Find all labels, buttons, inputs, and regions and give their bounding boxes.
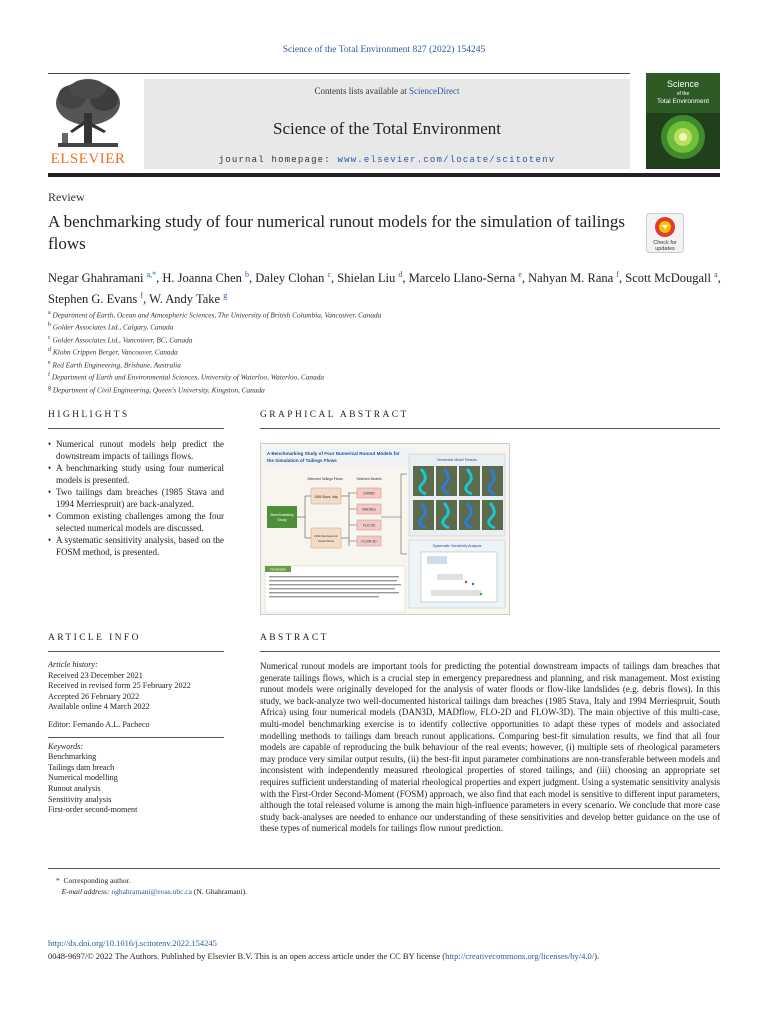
article-history [48, 660, 224, 731]
author-separator: , [619, 271, 626, 286]
check-for-updates-icon[interactable] [646, 213, 684, 253]
author-affiliation-mark[interactable]: c [327, 270, 332, 279]
affiliation-key: b [48, 322, 51, 329]
graphical-abstract-heading: GRAPHICAL ABSTRACT [260, 410, 409, 420]
graphical-abstract-rule [260, 428, 720, 429]
license-prefix: 0048-9697/© 2022 The Authors. Published by Elsevier B.V. This is an open access article under the CC BY license ( [48, 951, 446, 961]
elsevier-wordmark: ELSEVIER [50, 151, 126, 167]
affiliation-item [48, 320, 728, 332]
affiliation-key: e [48, 359, 51, 366]
ga-benchmarking-label: Benchmarking [270, 513, 294, 517]
footnote-area [48, 868, 720, 897]
highlight-item: • A systematic sensitivity analysis, based on the FOSM method, is presented. [48, 534, 224, 558]
highlight-item: • Common existing challenges among the four selected numerical models are discussed. [48, 510, 224, 534]
keyword-item[interactable]: First-order second-moment [48, 805, 138, 815]
author-name[interactable]: Nahyan M. Rana [528, 271, 614, 286]
author-affiliation-mark[interactable]: d [398, 270, 403, 279]
ga-model-label: DAN3D [363, 491, 375, 496]
highlights-list [48, 438, 224, 558]
highlight-item: • A benchmarking study using four numerical models is presented. [48, 462, 224, 486]
section-type: Review [48, 190, 85, 204]
ga-flow2: 1994 Merriespruit, [313, 534, 339, 538]
affiliation-text: Klohn Crippen Berger, Vancouver, Canada [52, 347, 178, 357]
abstract-rule [260, 651, 720, 652]
ga-title-line2: the Simulation of Tailings Flows [267, 458, 337, 463]
check-updates-line1: Check for [653, 240, 677, 246]
author-name[interactable]: Daley Clohan [255, 271, 325, 286]
affiliation-text: Golder Associates Ltd., Vancouver, BC, Canada [52, 335, 193, 345]
graphical-abstract-image[interactable] [260, 443, 510, 615]
footnote-rule [48, 868, 720, 869]
article-history-list [48, 671, 224, 713]
keywords [48, 742, 224, 816]
affiliation-text: Department of Earth and Environmental Sciences, University of Waterloo, Waterloo, Canada [51, 372, 325, 382]
corresponding-footnote [56, 875, 720, 886]
ga-model-label: FLOW-3D [361, 539, 377, 544]
abstract-section [260, 633, 720, 835]
ga-sensitivity-label: Systematic Sensitivity Analysis [432, 544, 482, 548]
keywords-list [48, 752, 224, 816]
highlights-heading: HIGHLIGHTS [48, 410, 130, 420]
homepage-line [144, 155, 630, 165]
author-name[interactable]: Scott McDougall [625, 271, 712, 286]
keyword-item[interactable]: Numerical modelling [48, 773, 118, 783]
abstract-text: Numerical runout models are important tools for predicting the potential downstream impacts of tailings dam breaches that generate tailings flows, which is a crucial step in emergency preparedness and planning, and risk management. Most existing runout models were originally developed for the analysis of water floods or flow-like landslides (e.g. debris flows). In this study, we back-analyze two well-documented historical tailings dam breaches (1985 Stava, Italy and 1994 Merriespruit, South Africa) using four numerical models (DAN3D, MADflow, FLO-2D and FLOW-3D). The main objective of this multi-case, multi-model benchmarking exercise is to identify collective opportunities to adapt these types of models and associated modelling methods to tailings dam breach runout applications. Comparing best-fit simulation results, we find that all four models are capable of reproducing the bulk behaviour of the real events; however, (i) multiple sets of rheological parameters may produce very similar output results, (ii) the best-fit input parameter combinations are non-transferable between models and inconsistent with independently measured rheological properties of stored tailings, and (iii) choosing an appropriate set requires sufficient understanding of material rheological properties and expert judgment. Using a systematic sensitivity analysis with the First-Order Second-Moment (FOSM) approach, we also find that each model is sensitive to different input parameters, although the total released volume is among the main high-influence parameters in every scenario. We conclude that more case study back-analyses are needed to enhance our understanding of these sensitivities and develop better guidance on the use of these types of numerical models for tailings flow runout prediction. [260, 661, 720, 834]
author-affiliation-mark[interactable]: b [245, 270, 250, 279]
author-name[interactable]: W. Andy Take [149, 292, 221, 307]
corresponding-mark: * [56, 876, 60, 885]
homepage-link[interactable]: www.elsevier.com/locate/scitotenv [337, 155, 556, 165]
contents-line [144, 86, 630, 96]
history-item: Available online 4 March 2022 [48, 702, 150, 712]
keywords-label: Keywords: [48, 741, 84, 751]
affiliation-item [48, 383, 728, 395]
author-separator: , [156, 271, 163, 286]
author-separator: , [402, 271, 409, 286]
ga-flows-label: Selected Tailings Flows [307, 477, 343, 481]
author-name[interactable]: Negar Ghahramani [48, 271, 144, 286]
contents-prefix: Contents lists available at [314, 86, 409, 96]
affiliation-text: Department of Civil Engineering, Queen's University, Kingston, Canada [52, 384, 265, 394]
masthead-box [144, 79, 630, 169]
article-info-section [48, 633, 224, 816]
author-separator: , [249, 271, 256, 286]
keyword-item[interactable]: Tailings dam breach [48, 762, 115, 772]
keyword-item[interactable]: Benchmarking [48, 752, 97, 762]
author-separator: , [717, 271, 721, 286]
homepage-prefix: journal homepage: [218, 155, 338, 165]
ga-results-label: Numerical Model Results [437, 458, 477, 462]
affiliation-text: Red Earth Engineering, Brisbane, Australia [52, 360, 181, 370]
email-link[interactable]: nghahramani@eoas.ubc.ca [111, 887, 192, 896]
author-affiliation-mark[interactable]: g [223, 291, 228, 301]
journal-cover-image [646, 73, 720, 169]
author-affiliation-mark[interactable]: f [616, 270, 619, 279]
cover-title-of: of the [676, 91, 690, 97]
highlight-item: • Two tailings dam breaches (1985 Stava and 1994 Merriespruit) are back-analyzed. [48, 486, 224, 510]
ga-benchmarking-label2: Study [277, 518, 287, 522]
masthead [48, 73, 720, 173]
affiliation-text: Department of Earth, Ocean and Atmospheric Sciences, The University of British Columbia, Vancouver, Canada [52, 310, 382, 320]
article-info-rule [48, 651, 224, 652]
author-affiliation-mark[interactable]: a [714, 270, 718, 279]
highlights-section [48, 410, 224, 558]
ga-title-line1: A Benchmarking Study of Four Numerical Runout Models for [267, 451, 400, 456]
author-separator: , [143, 292, 150, 307]
affiliation-key: c [48, 334, 51, 341]
author-name[interactable]: Shielan Liu [337, 271, 396, 286]
graphical-abstract-figure [261, 444, 510, 615]
cover-title-line2: Total Environment [656, 98, 710, 105]
highlights-rule [48, 428, 224, 429]
ga-model-label: MADflow [362, 507, 376, 512]
graphical-abstract-section [260, 410, 720, 572]
masthead-top-rule [48, 73, 630, 74]
affiliation-key: a [48, 310, 51, 316]
author-affiliation-mark[interactable]: f [140, 291, 144, 301]
affiliation-list [48, 308, 728, 395]
keyword-item[interactable]: Sensitivity analysis [48, 794, 112, 804]
masthead-bottom-rule [48, 173, 720, 177]
article-info-heading: ARTICLE INFO [48, 633, 141, 643]
email-label: E-mail address: [61, 887, 112, 896]
affiliation-key: d [48, 347, 51, 354]
corresponding-text: Corresponding author. [63, 876, 131, 885]
affiliation-item [48, 358, 728, 370]
doi-link[interactable]: http://dx.doi.org/10.1016/j.scitotenv.2022.154245 [48, 938, 217, 948]
email-suffix: (N. Ghahramani). [191, 887, 247, 896]
affiliation-item [48, 370, 728, 382]
ga-models-label: Selected Models [356, 477, 382, 481]
license-suffix: ). [594, 951, 600, 961]
article-info-mid-rule [48, 737, 224, 738]
affiliation-key: g [48, 384, 51, 391]
author-name[interactable]: Marcelo Llano-Serna [408, 271, 516, 286]
history-item: Received 23 December 2021 [48, 670, 143, 680]
license-line [48, 951, 728, 961]
history-item: Received in revised form 25 February 2022 [48, 681, 191, 691]
article-history-label: Article history: [48, 660, 98, 669]
affiliation-key: f [48, 372, 50, 379]
license-link[interactable]: http://creativecommons.org/licenses/by/4.0/ [445, 951, 595, 961]
author-list [48, 266, 728, 308]
abstract-heading: ABSTRACT [260, 633, 329, 643]
affiliation-item [48, 308, 728, 320]
sciencedirect-link[interactable]: ScienceDirect [409, 86, 460, 96]
ga-flow2b: South Africa [317, 539, 335, 543]
affiliation-item [48, 345, 728, 357]
ga-model-label: FLO-2D [362, 523, 376, 528]
editor-line: Editor: Fernando A.L. Pacheco [48, 719, 150, 729]
journal-reference[interactable]: Science of the Total Environment 827 (2022) 154245 [282, 45, 486, 55]
history-item: Accepted 26 February 2022 [48, 691, 140, 701]
highlight-item: • Numerical runout models help predict the downstream impacts of tailings flows. [48, 438, 224, 462]
author-separator: , [331, 271, 338, 286]
check-updates-line2: updates [655, 246, 675, 252]
article-title: A benchmarking study of four numerical runout models for the simulation of tailings flows [48, 212, 625, 253]
author-separator: , [521, 271, 529, 286]
ga-flow1: 1985 Stava, Italy [314, 495, 338, 499]
author-affiliation-mark[interactable]: a,* [146, 270, 157, 279]
journal-title: Science of the Total Environment [273, 119, 501, 138]
author-name[interactable]: H. Joanna Chen [162, 271, 242, 286]
author-name[interactable]: Stephen G. Evans [48, 292, 138, 307]
email-footnote [56, 886, 720, 897]
affiliation-text: Golder Associates Ltd., Calgary, Canada [52, 322, 174, 332]
ga-conclusion-label: Conclusion [270, 567, 286, 572]
affiliation-item [48, 333, 728, 345]
author-affiliation-mark[interactable]: e [518, 270, 522, 279]
keyword-item[interactable]: Runout analysis [48, 783, 101, 793]
cover-title-line1: Science [666, 79, 700, 89]
